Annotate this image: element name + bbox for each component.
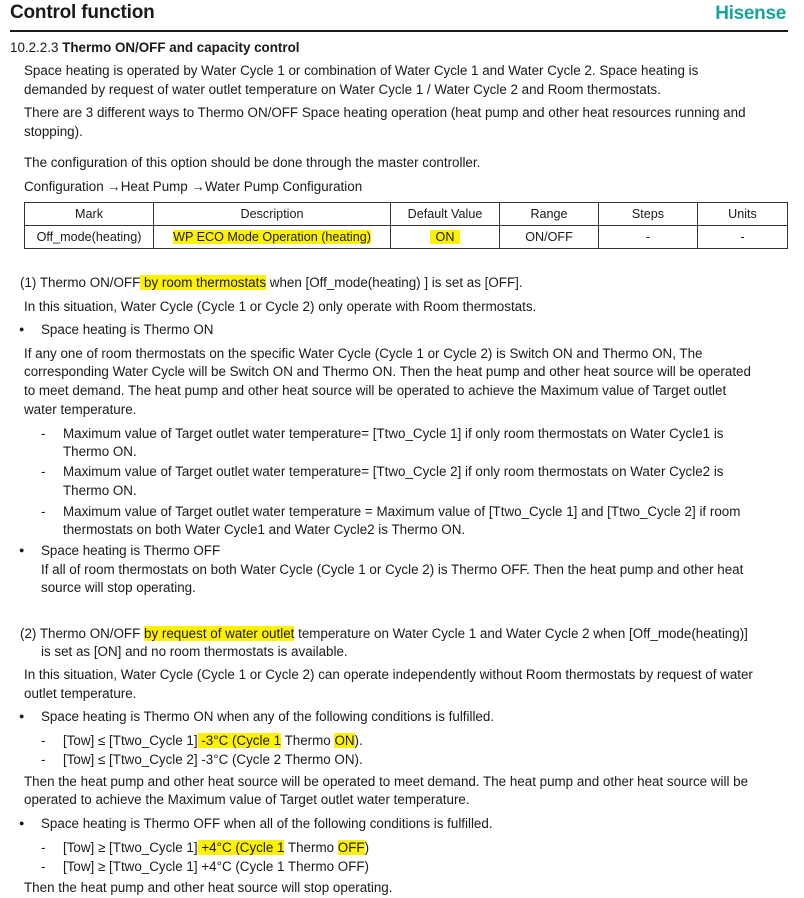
list-item: Maximum value of Target outlet water temperature= [Ttwo_Cycle 1] if only room thermostats on Water Cycle1 is: [63, 426, 724, 441]
body-text: Then the heat pump and other heat source will be operated to meet demand. The heat pump and other heat source will be: [24, 774, 749, 789]
list-item: Thermo ON.: [63, 483, 137, 498]
intro-text: The configuration of this option should be done through the master controller.: [24, 155, 481, 170]
highlighted-text: OFF: [337, 840, 365, 855]
table-header: Default Value: [391, 203, 500, 226]
bullet-item: ● Space heating is Thermo OFF when all of the following conditions is fulfilled.: [41, 814, 493, 833]
highlighted-text: by request of water outlet: [144, 626, 295, 641]
table-cell: Off_mode(heating): [25, 226, 154, 249]
table-header: Mark: [25, 203, 154, 226]
section-title: Thermo ON/OFF and capacity control: [62, 40, 300, 55]
intro-text: Space heating is operated by Water Cycle 1 or combination of Water Cycle 1 and Water Cycle 2. Space heating is: [24, 63, 699, 78]
text: (1) Thermo ON/OFF: [20, 275, 141, 290]
page-header: [10, 0, 788, 32]
dash-icon: -: [41, 504, 46, 519]
bullet-item: ● Space heating is Thermo OFF: [41, 541, 220, 560]
table-cell: -: [599, 226, 698, 249]
list-item: Thermo ON.: [63, 444, 137, 459]
list-item: thermostats on both Water Cycle1 and Water Cycle2 is Thermo ON.: [63, 522, 466, 537]
hisense-logo: Hisense: [715, 3, 786, 24]
highlighted-text: by room thermostats: [140, 275, 267, 290]
table-cell: -: [698, 226, 788, 249]
body-text: If all of room thermostats on both Water Cycle (Cycle 1 or Cycle 2) is Thermo OFF. Then the heat pump and other heat: [41, 562, 744, 577]
body-text: to meet demand. The heat pump and other heat source will be operated to achieve the Maximum value of Target outlet: [24, 383, 727, 398]
dash-icon: -: [41, 733, 46, 748]
table-header: Units: [698, 203, 788, 226]
dash-icon: -: [41, 426, 46, 441]
condition-item: [Tow] ≥ [Ttwo_Cycle 1] +4°C (Cycle 1 Thermo OFF): [63, 859, 370, 874]
text: Thermo: [284, 840, 338, 855]
dash-icon: -: [41, 752, 46, 767]
body-text: water temperature.: [24, 402, 137, 417]
subsection-1-heading: [20, 273, 523, 292]
body-text: source will stop operating.: [41, 580, 196, 595]
table-header-row: [25, 203, 788, 226]
text: temperature on Water Cycle 1 and Water Cycle 2 when [Off_mode(heating)]: [294, 626, 748, 641]
table-cell: ON/OFF: [500, 226, 599, 249]
body-text: outlet temperature.: [24, 686, 137, 701]
body-text: operated to achieve the Maximum value of Target outlet water temperature.: [24, 792, 470, 807]
body-text: In this situation, Water Cycle (Cycle 1 or Cycle 2) can operate independently without Room thermostats by request of water: [24, 667, 753, 682]
list-item: Maximum value of Target outlet water temperature= [Ttwo_Cycle 2] if only room thermostats on Water Cycle2 is: [63, 464, 724, 479]
body-text: corresponding Water Cycle will be Switch ON and Thermo ON. Then the heat pump and other heat source will be operated: [24, 364, 751, 379]
highlighted-text: ON: [430, 230, 461, 244]
subsection-2-heading: [20, 624, 748, 643]
text: (2) Thermo ON/OFF: [20, 626, 145, 641]
config-table: [24, 202, 788, 249]
config-path: Configuration →Heat Pump →Water Pump Configuration: [24, 179, 363, 194]
body-text: If any one of room thermostats on the specific Water Cycle (Cycle 1 or Cycle 2) is Switch ON and Thermo ON, The: [24, 346, 703, 361]
dash-icon: -: [41, 464, 46, 479]
dash-icon: -: [41, 859, 46, 874]
table-header: Description: [154, 203, 391, 226]
condition-item: [63, 838, 369, 857]
text: when [Off_mode(heating) ] is set as [OFF].: [266, 275, 523, 290]
condition-item: [Tow] ≤ [Ttwo_Cycle 2] -3°C (Cycle 2 Thermo ON).: [63, 752, 363, 767]
section-heading: [10, 38, 300, 57]
body-text: Then the heat pump and other heat source will stop operating.: [24, 880, 393, 895]
list-item: Maximum value of Target outlet water temperature = Maximum value of [Ttwo_Cycle 1] and [Ttwo_Cycle 2] if room: [63, 504, 741, 519]
text: ): [364, 840, 370, 855]
text: [Tow] ≤ [Ttwo_Cycle 1]: [63, 733, 198, 748]
table-cell: [154, 226, 391, 249]
highlighted-text: WP ECO Mode Operation (heating): [173, 229, 371, 244]
table-row: [25, 226, 788, 249]
text: [Tow] ≥ [Ttwo_Cycle 1]: [63, 840, 198, 855]
bullet-item: ● Space heating is Thermo ON: [41, 320, 213, 339]
intro-text: demanded by request of water outlet temperature on Water Cycle 1 / Water Cycle 2 and Room thermostats.: [24, 82, 661, 97]
text: ).: [354, 733, 363, 748]
section-number: 10.2.2.3: [10, 40, 59, 55]
highlighted-text: -3°C (Cycle 1: [197, 733, 282, 748]
text: Thermo: [281, 733, 335, 748]
table-header: Steps: [599, 203, 698, 226]
page-title: Control function: [10, 2, 155, 23]
dash-icon: -: [41, 840, 46, 855]
body-text: is set as [ON] and no room thermostats is available.: [41, 644, 348, 659]
intro-text: stopping).: [24, 124, 83, 139]
highlighted-text: ON: [334, 733, 355, 748]
bullet-item: ● Space heating is Thermo ON when any of the following conditions is fulfilled.: [41, 707, 494, 726]
intro-text: There are 3 different ways to Thermo ON/OFF Space heating operation (heat pump and other heat resources running and: [24, 105, 746, 120]
body-text: In this situation, Water Cycle (Cycle 1 or Cycle 2) only operate with Room thermostats.: [24, 299, 537, 314]
condition-item: [63, 731, 363, 750]
table-cell: [391, 226, 500, 249]
table-header: Range: [500, 203, 599, 226]
highlighted-text: +4°C (Cycle 1: [197, 840, 285, 855]
